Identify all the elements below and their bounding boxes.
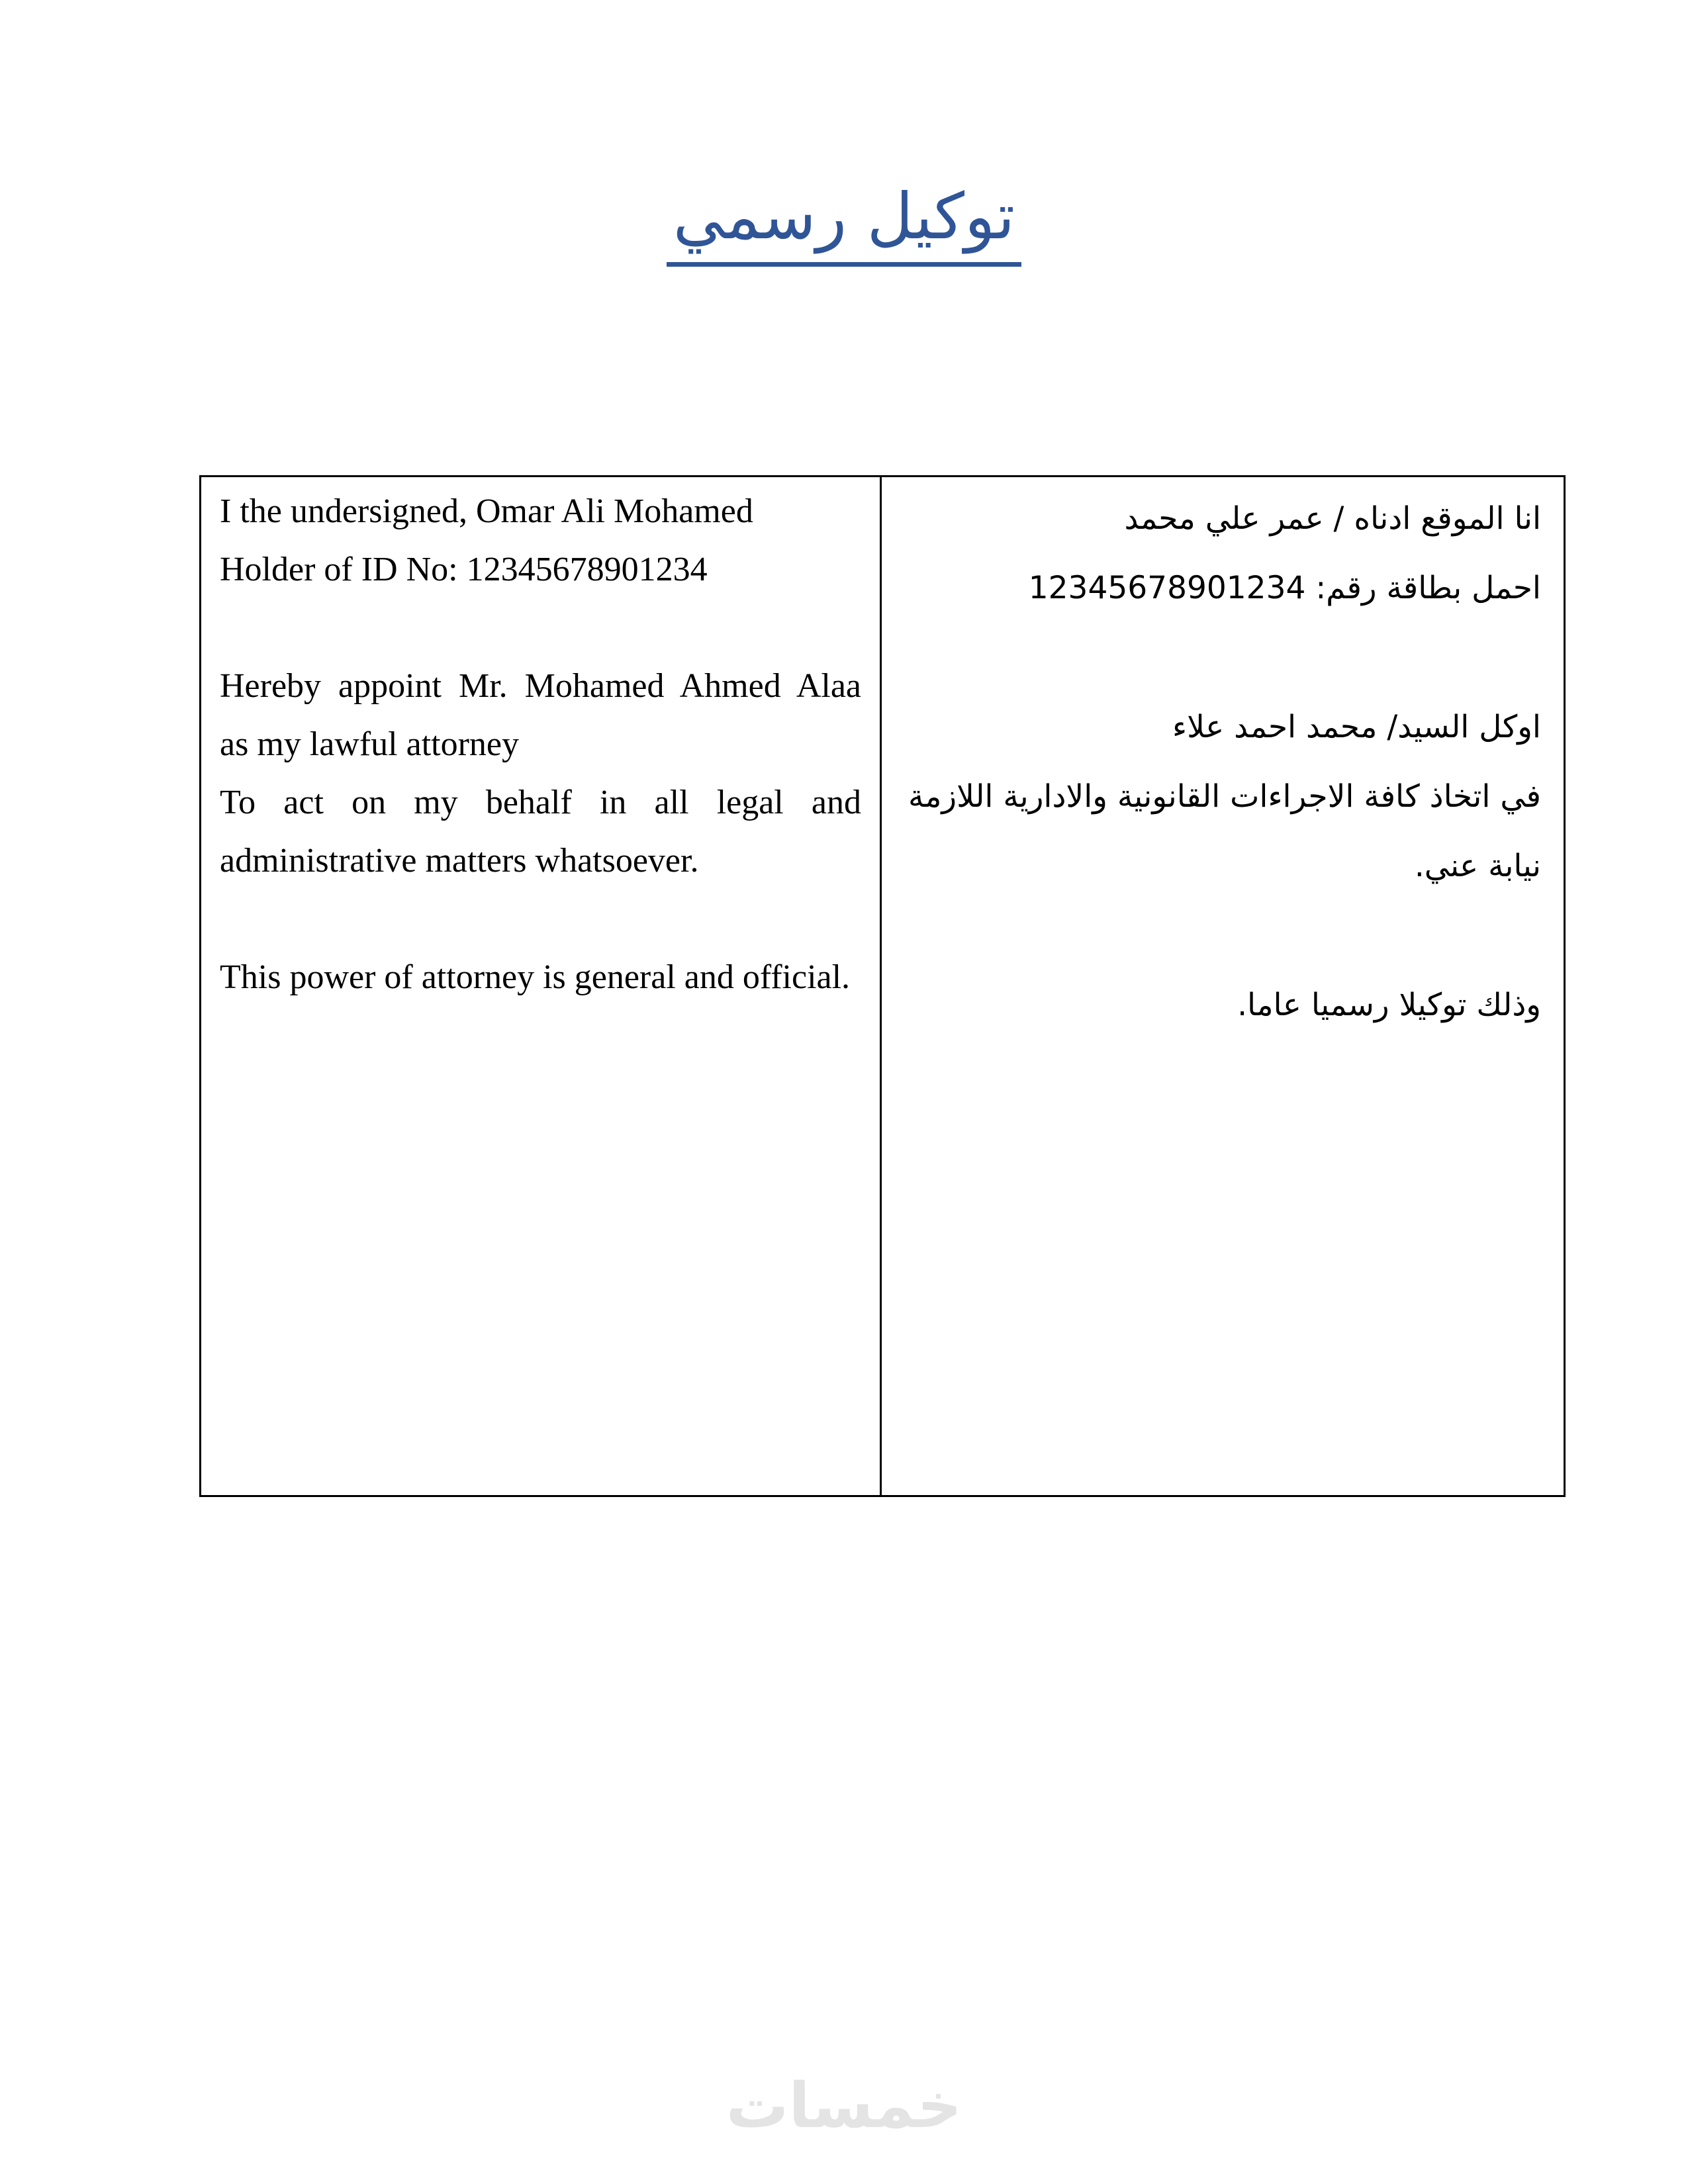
khamsat-logo-watermark: خمسات: [726, 2070, 962, 2142]
title-container: [0, 180, 1688, 267]
arabic-line: نيابة عني.: [1414, 848, 1541, 884]
english-blank-line: [220, 890, 861, 948]
arabic-column: [882, 477, 1564, 1495]
arabic-blank-line: [899, 901, 1541, 970]
arabic-line: اوكل السيد/ محمد احمد علاء: [1172, 709, 1541, 745]
english-line: I the undersigned, Omar Ali Mohamed: [220, 492, 753, 530]
arabic-line: في اتخاذ كافة الاجراءات القانونية والادارية اللازمة: [908, 778, 1541, 815]
arabic-line: انا الموقع ادناه / عمر علي محمد: [1124, 500, 1541, 537]
english-line: Hereby appoint Mr. Mohamed Ahmed Alaa: [220, 667, 861, 705]
english-line: Holder of ID No: 12345678901234: [220, 551, 708, 588]
english-line: as my lawful attorney: [220, 725, 519, 763]
power-of-attorney-table: [199, 475, 1566, 1497]
english-line: This power of attorney is general and official.: [220, 958, 851, 996]
english-column: [201, 477, 882, 1495]
arabic-blank-line: [899, 623, 1541, 692]
english-line: administrative matters whatsoever.: [220, 842, 699, 880]
document-title: توكيل رسمي: [667, 180, 1022, 267]
english-blank-line: [220, 599, 861, 657]
arabic-line: احمل بطاقة رقم: 12345678901234: [1028, 570, 1541, 606]
arabic-line: وذلك توكيلا رسميا عاما.: [1237, 987, 1541, 1023]
english-line: To act on my behalf in all legal and: [220, 784, 861, 821]
